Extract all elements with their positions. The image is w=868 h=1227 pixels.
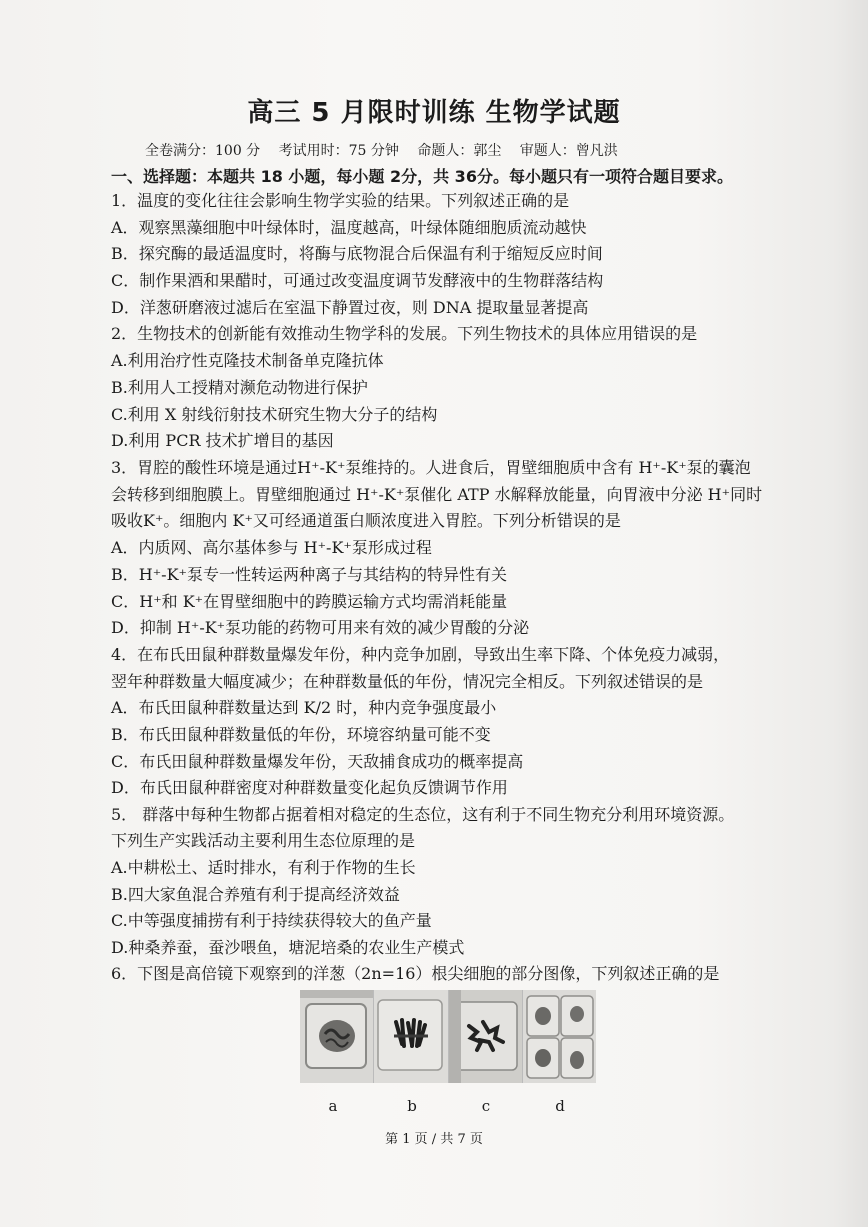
- option-line: D.利用 PCR 技术扩增目的基因: [111, 431, 334, 450]
- total-score: 全卷满分：100 分: [145, 143, 261, 159]
- question-line: 1．温度的变化往往会影响生物学实验的结果。下列叙述正确的是: [111, 191, 570, 210]
- micrograph-panel-c: [449, 990, 523, 1083]
- page-footer: 第 1 页 / 共 7 页: [385, 1132, 483, 1147]
- figure-label-a: a: [328, 1097, 338, 1115]
- question-line: 吸收K⁺。细胞内 K⁺又可经通道蛋白顺浓度进入胃腔。下列分析错误的是: [111, 511, 621, 530]
- question-line: 6．下图是高倍镜下观察到的洋葱（2n=16）根尖细胞的部分图像，下列叙述正确的是: [111, 964, 720, 983]
- micrograph-figure: [300, 990, 596, 1083]
- figure-label-c: c: [481, 1097, 491, 1115]
- option-line: C.利用 X 射线衍射技术研究生物大分子的结构: [111, 405, 438, 424]
- micrograph-panel-a: [300, 990, 374, 1083]
- question-author: 命题人：郭尘: [417, 143, 502, 159]
- option-line: A．观察黑藻细胞中叶绿体时，温度越高，叶绿体随细胞质流动越快: [111, 218, 587, 237]
- option-line: B.利用人工授精对濒危动物进行保护: [111, 378, 368, 397]
- option-line: C．H⁺和 K⁺在胃壁细胞中的跨膜运输方式均需消耗能量: [111, 592, 508, 611]
- option-line: C．布氏田鼠种群数量爆发年份，天敌捕食成功的概率提高: [111, 752, 524, 771]
- micrograph-panel-b: [374, 990, 448, 1083]
- question-line: 2．生物技术的创新能有效推动生物学科的发展。下列生物技术的具体应用错误的是: [111, 324, 698, 343]
- option-line: C.中等强度捕捞有利于持续获得较大的鱼产量: [111, 911, 432, 930]
- option-line: B．H⁺-K⁺泵专一性转运两种离子与其结构的特异性有关: [111, 565, 507, 584]
- question-line: 3．胃腔的酸性环境是通过H⁺-K⁺泵维持的。人进食后，胃壁细胞质中含有 H⁺-K⁺泵的囊泡: [111, 458, 751, 477]
- question-line: 下列生产实践活动主要利用生态位原理的是: [111, 831, 416, 850]
- exam-info: [145, 140, 632, 160]
- page-title: 高三 5 月限时训练 生物学试题: [247, 98, 621, 128]
- option-line: C．制作果酒和果醋时，可通过改变温度调节发酵液中的生物群落结构: [111, 271, 604, 290]
- section-heading: 一、选择题：本题共 18 小题，每小题 2分，共 36分。每小题只有一项符合题目要求。: [111, 167, 733, 186]
- option-line: D．洋葱研磨液过滤后在室温下静置过夜，则 DNA 提取量显著提高: [111, 298, 589, 317]
- option-line: A．内质网、高尔基体参与 H⁺-K⁺泵形成过程: [111, 538, 432, 557]
- option-line: A.利用治疗性克隆技术制备单克隆抗体: [111, 351, 384, 370]
- question-line: 4．在布氏田鼠种群数量爆发年份，种内竞争加剧，导致出生率下降、个体免疫力减弱，: [111, 645, 730, 664]
- question-line: 翌年种群数量大幅度减少；在种群数量低的年份，情况完全相反。下列叙述错误的是: [111, 672, 704, 691]
- micrograph-panel-d: [523, 990, 596, 1083]
- question-line: 5． 群落中每种生物都占据着相对稳定的生态位，这有利于不同生物充分利用环境资源。: [111, 805, 735, 824]
- figure-label-d: d: [555, 1097, 565, 1115]
- option-line: D．抑制 H⁺-K⁺泵功能的药物可用来有效的减少胃酸的分泌: [111, 618, 530, 637]
- figure-label-b: b: [407, 1097, 417, 1115]
- option-line: A.中耕松土、适时排水，有利于作物的生长: [111, 858, 416, 877]
- option-line: D.种桑养蚕，蚕沙喂鱼，塘泥培桑的农业生产模式: [111, 938, 465, 957]
- option-line: D．布氏田鼠种群密度对种群数量变化起负反馈调节作用: [111, 778, 508, 797]
- question-line: 会转移到细胞膜上。胃壁细胞通过 H⁺-K⁺泵催化 ATP 水解释放能量，向胃液中分泌 H⁺同时: [111, 485, 763, 504]
- option-line: A．布氏田鼠种群数量达到 K/2 时，种内竞争强度最小: [111, 698, 497, 717]
- option-line: B．探究酶的最适温度时，将酶与底物混合后保温有利于缩短反应时间: [111, 244, 603, 263]
- exam-time: 考试用时：75 分钟: [278, 143, 399, 159]
- option-line: B．布氏田鼠种群数量低的年份，环境容纳量可能不变: [111, 725, 491, 744]
- reviewer: 审题人：曾凡洪: [519, 143, 618, 159]
- option-line: B.四大家鱼混合养殖有利于提高经济效益: [111, 885, 400, 904]
